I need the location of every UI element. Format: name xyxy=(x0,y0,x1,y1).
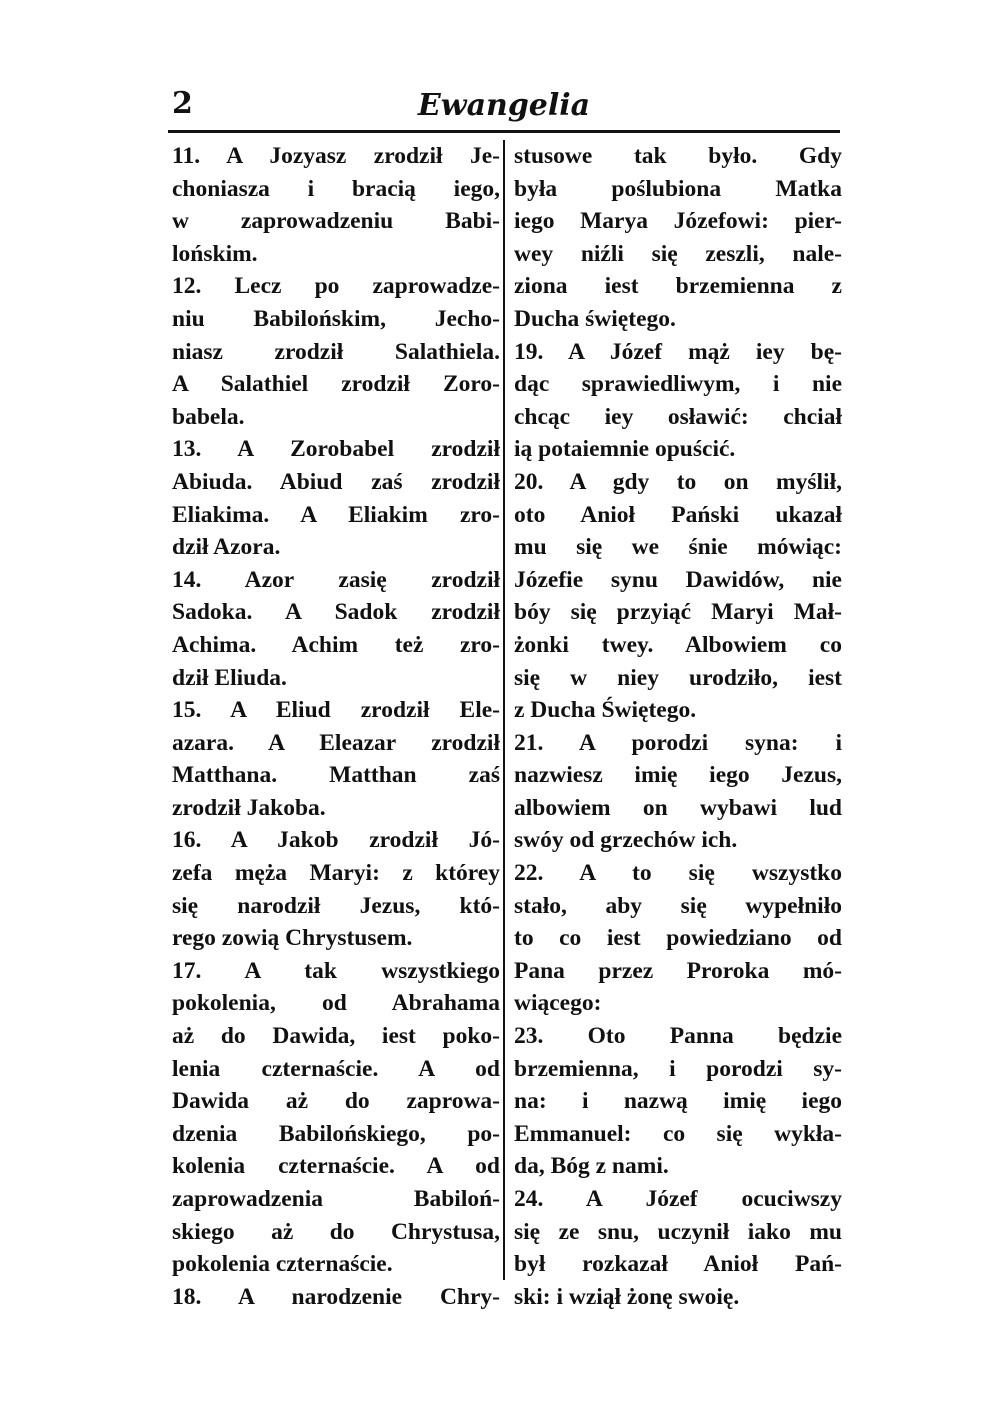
text-line: babela. xyxy=(172,403,245,430)
text-line: ziona iest brzemienna z xyxy=(514,273,842,300)
text-line: 12. Lecz po zaprowadze- xyxy=(172,273,500,300)
text-line: w zaprowadzeniu Babi- xyxy=(172,208,500,235)
text-line: Emmanuel: co się wykła- xyxy=(514,1120,842,1147)
text-line: Ducha świętego. xyxy=(514,305,676,332)
text-line: rego zowią Chrystusem. xyxy=(172,925,413,952)
text-line: wey niźli się zeszli, nale- xyxy=(514,240,842,267)
text-line: się narodził Jezus, któ- xyxy=(172,892,500,919)
text-line: skiego aż do Chrystusa, xyxy=(172,1218,500,1245)
text-line: dzenia Babilońskiego, po- xyxy=(172,1120,500,1147)
text-line: pokolenia, od Abrahama xyxy=(172,990,500,1017)
text-line: aż do Dawida, iest poko- xyxy=(172,1023,500,1050)
text-line: Abiuda. Abiud zaś zrodził xyxy=(172,468,500,495)
text-line: bóy się przyiąć Maryi Mał- xyxy=(514,599,842,626)
text-line: zaprowadzenia Babiloń- xyxy=(172,1186,500,1212)
text-line: 21. A porodzi syna: i xyxy=(514,729,842,756)
text-line: stusowe tak było. Gdy xyxy=(514,143,842,169)
text-line: na: i nazwą imię iego xyxy=(514,1088,842,1115)
text-line: Sadoka. A Sadok zrodził xyxy=(172,599,500,626)
right-column xyxy=(514,140,842,1313)
text-line: nazwiesz imię iego Jezus, xyxy=(514,762,842,789)
text-line: Dawida aż do zaprowa- xyxy=(172,1088,500,1115)
page-number: 2 xyxy=(172,86,193,121)
text-line: 11. A Jozyasz zrodził Je- xyxy=(172,143,500,169)
text-line: niasz zrodził Salathiela. xyxy=(172,338,500,365)
text-line: A Salathiel zrodził Zoro- xyxy=(172,371,500,398)
text-line: 17. A tak wszystkiego xyxy=(172,957,500,984)
text-line: 23. Oto Panna będzie xyxy=(514,1023,842,1050)
header-rule xyxy=(168,130,840,133)
text-line: brzemienna, i porodzi sy- xyxy=(514,1055,842,1082)
text-line: iego Marya Józefowi: pier- xyxy=(514,208,842,235)
running-head: Ewangelia xyxy=(417,88,591,123)
text-line: dził Azora. xyxy=(172,534,281,561)
text-line: zefa męża Maryi: z którey xyxy=(172,860,500,887)
text-line: był rozkazał Anioł Pań- xyxy=(514,1251,842,1278)
text-line: się ze snu, uczynił iako mu xyxy=(514,1218,842,1245)
text-line: to co iest powiedziano od xyxy=(514,925,842,952)
text-line: azara. A Eleazar zrodził xyxy=(172,729,500,756)
text-line: niu Babilońskim, Jecho- xyxy=(172,305,500,332)
text-line: lenia czternaście. A od xyxy=(172,1055,500,1082)
text-line: dził Eliuda. xyxy=(172,664,287,691)
text-line: ią potaiemnie opuścić. xyxy=(514,436,736,463)
page-header xyxy=(168,82,840,132)
text-line: lońskim. xyxy=(172,240,258,267)
text-line: wiącego: xyxy=(514,990,602,1017)
column-divider xyxy=(503,140,505,1280)
text-line: 22. A to się wszystko xyxy=(514,860,842,887)
text-line: 20. A gdy to on myślił, xyxy=(514,468,842,495)
text-line: żonki twey. Albowiem co xyxy=(514,631,842,658)
text-line: kolenia czternaście. A od xyxy=(172,1153,500,1180)
text-line: się w niey urodziło, iest xyxy=(514,664,842,691)
text-line: dąc sprawiedliwym, i nie xyxy=(514,371,842,398)
text-line: 16. A Jakob zrodził Jó- xyxy=(172,827,500,854)
text-line: 24. A Józef ocuciwszy xyxy=(514,1186,842,1212)
text-line: zrodził Jakoba. xyxy=(172,794,326,821)
text-line: swóy od grzechów ich. xyxy=(514,827,738,854)
text-line: Pana przez Proroka mó- xyxy=(514,957,842,984)
left-column xyxy=(172,140,500,1313)
text-line: choniasza i bracią iego, xyxy=(172,175,500,202)
text-line: Eliakima. A Eliakim zro- xyxy=(172,501,500,528)
text-line: pokolenia czternaście. xyxy=(172,1251,393,1278)
text-line: była poślubiona Matka xyxy=(514,175,842,202)
text-line: oto Anioł Pański ukazał xyxy=(514,501,842,528)
text-line: ski: i wziął żonę swoię. xyxy=(514,1283,740,1310)
text-line: 18. A narodzenie Chry- xyxy=(172,1283,500,1310)
text-line: albowiem on wybawi lud xyxy=(514,794,842,821)
text-line: z Ducha Świętego. xyxy=(514,697,697,724)
text-line: mu się we śnie mówiąc: xyxy=(514,534,842,561)
text-line: 15. A Eliud zrodził Ele- xyxy=(172,697,500,724)
text-line: 14. Azor zasię zrodził xyxy=(172,566,500,593)
text-line: chcąc iey osławić: chciał xyxy=(514,403,842,430)
text-line: stało, aby się wypełniło xyxy=(514,892,842,919)
text-line: Achima. Achim też zro- xyxy=(172,631,500,658)
text-line: Józefie synu Dawidów, nie xyxy=(514,566,842,593)
text-line: 13. A Zorobabel zrodził xyxy=(172,436,500,463)
text-line: da, Bóg z nami. xyxy=(514,1153,669,1180)
text-line: Matthana. Matthan zaś xyxy=(172,762,500,789)
text-line: 19. A Józef mąż iey bę- xyxy=(514,338,842,365)
